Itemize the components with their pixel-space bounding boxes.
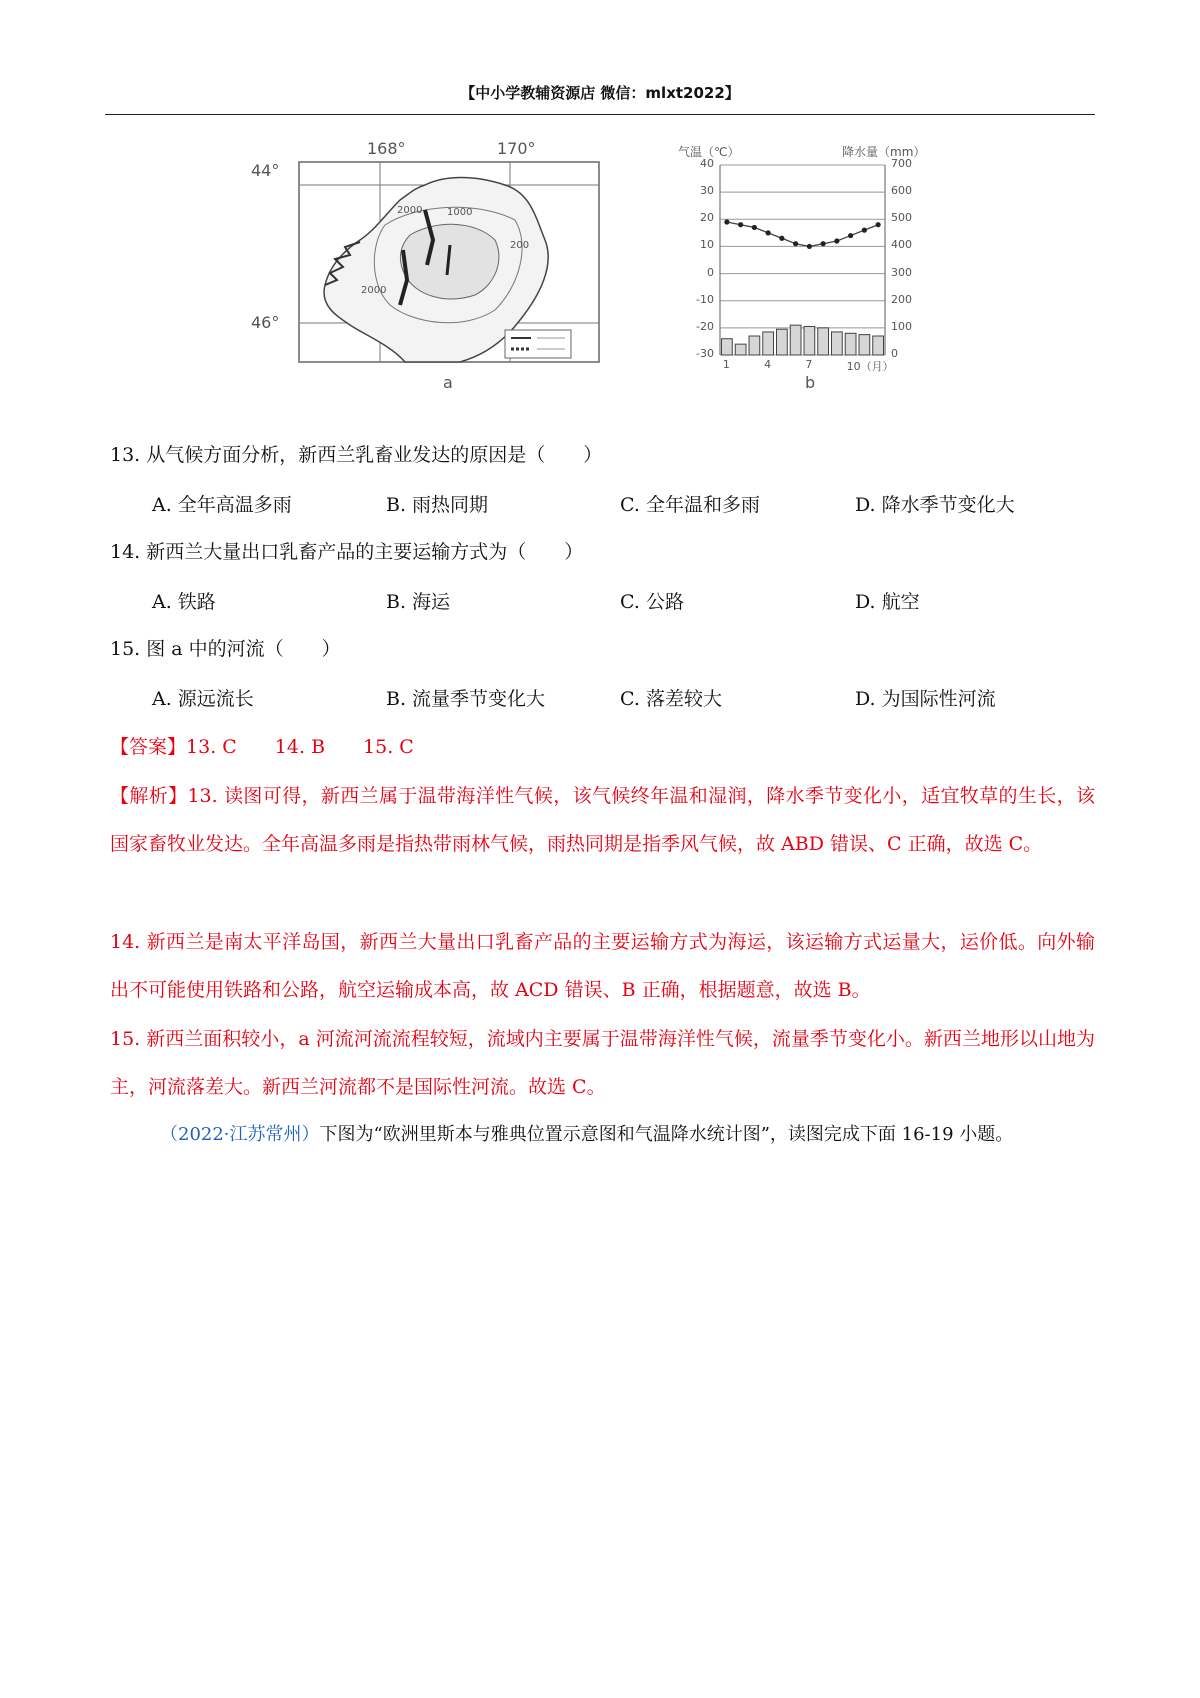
- x-tick-label: 4: [764, 358, 772, 371]
- right-tick-label: 0: [891, 347, 898, 360]
- question-13-option-d: D. 降水季节变化大: [855, 494, 1015, 516]
- contour-label: 200: [510, 240, 530, 251]
- question-13-option-c: C. 全年温和多雨: [620, 494, 760, 516]
- question-13-option-a: A. 全年高温多雨: [152, 494, 292, 516]
- left-tick-label: -10: [696, 292, 714, 306]
- analysis-14: 14. 新西兰是南太平洋岛国，新西兰大量出口乳畜产品的主要运输方式为海运，该运输方式运量大，运价低。向外输出不可能使用铁路和公路，航空运输成本高，故 ACD 错误、B 正确，根据题意，故选 B。: [110, 931, 1095, 1001]
- right-tick-label: 400: [891, 238, 912, 252]
- temperature-point: [848, 233, 853, 238]
- question-15-stem: 15. 图 a 中的河流（ ）: [110, 638, 341, 660]
- left-tick-label: 20: [700, 211, 714, 225]
- right-tick-label: 600: [891, 184, 912, 198]
- question-15-option-b: B. 流量季节变化大: [386, 688, 546, 710]
- temperature-point: [779, 236, 784, 241]
- right-tick-label: 500: [891, 211, 912, 225]
- temperature-point: [876, 222, 881, 227]
- precip-bar: [818, 328, 829, 355]
- left-tick-label: 10: [700, 238, 714, 252]
- intro-text: 下图为“欧洲里斯本与雅典位置示意图和气温降水统计图”，读图完成下面 16-19 小题。: [319, 1124, 1014, 1145]
- header-divider: [105, 114, 1095, 115]
- x-tick-label: 10（月）: [846, 360, 894, 373]
- temperature-point: [807, 244, 812, 249]
- temperature-point: [834, 238, 839, 243]
- answer-line: [110, 733, 414, 761]
- precip-bar: [777, 329, 788, 355]
- analysis-13: [110, 772, 1095, 868]
- figure-a-map: [251, 139, 635, 395]
- temperature-point: [862, 228, 867, 233]
- question-15-option-d: D. 为国际性河流: [855, 688, 996, 710]
- question-14-stem: 14. 新西兰大量出口乳畜产品的主要运输方式为（ ）: [110, 541, 584, 563]
- temperature-point: [821, 241, 826, 246]
- answer-text: 13. C 14. B 15. C: [186, 736, 414, 758]
- temperature-point: [766, 230, 771, 235]
- precip-bar: [722, 339, 733, 355]
- analysis-15: 15. 新西兰面积较小，a 河流河流流程较短，流域内主要属于温带海洋性气候，流量季节变化小。新西兰地形以山地为主，河流落差大。新西兰河流都不是国际性河流。故选 C。: [110, 1028, 1095, 1098]
- right-tick-label: 700: [891, 157, 912, 170]
- right-tick-label: 200: [891, 292, 912, 306]
- right-axis-title: 降水量（mm）: [842, 145, 926, 159]
- question-14-option-d: D. 航空: [855, 591, 920, 613]
- lat-label-44: 44°: [251, 161, 280, 180]
- figure-a-caption: a: [443, 373, 453, 392]
- temperature-point: [724, 219, 729, 224]
- question-15-option-c: C. 落差较大: [620, 688, 722, 710]
- left-axis-title: 气温（℃）: [678, 145, 740, 159]
- precip-bar: [790, 325, 801, 355]
- temperature-point: [738, 222, 743, 227]
- question-14-option-c: C. 公路: [620, 591, 684, 613]
- left-tick-label: 0: [707, 265, 714, 279]
- question-13-option-b: B. 雨热同期: [386, 494, 489, 516]
- contour-label: 2000: [361, 285, 387, 296]
- left-tick-label: -30: [696, 347, 714, 360]
- contour-label: 2000: [397, 205, 423, 216]
- answer-label: 【答案】: [110, 736, 187, 758]
- precip-bar: [749, 336, 760, 355]
- temperature-line: [727, 222, 878, 246]
- right-tick-label: 300: [891, 265, 912, 279]
- left-tick-label: -20: [696, 319, 714, 333]
- question-14-option-a: A. 铁路: [152, 591, 216, 613]
- right-tick-label: 100: [891, 319, 912, 333]
- temperature-point: [793, 241, 798, 246]
- lon-label-168: 168°: [367, 139, 406, 158]
- analysis-label: 【解析】: [110, 785, 188, 807]
- question-13-stem: 13. 从气候方面分析，新西兰乳畜业发达的原因是（ ）: [110, 444, 603, 466]
- precip-bar: [832, 332, 843, 355]
- left-tick-label: 30: [700, 184, 714, 198]
- left-tick-label: 40: [700, 157, 714, 170]
- precip-bar: [804, 327, 815, 356]
- next-question-intro: [110, 1111, 1095, 1159]
- precip-bar: [763, 332, 774, 355]
- page-header: 【中小学教辅资源店 微信：mlxt2022】: [460, 84, 740, 102]
- analysis-13-text: 13. 读图可得，新西兰属于温带海洋性气候，该气候终年温和湿润，降水季节变化小，适宜牧草的生长，该国家畜牧业发达。全年高温多雨是指热带雨林气候，雨热同期是指季风气候，故 ABD 错误、C 正确，故选 C。: [110, 785, 1095, 855]
- figure-b-climate-chart: [680, 145, 950, 395]
- precip-bar: [845, 333, 856, 355]
- lon-label-170: 170°: [497, 139, 536, 158]
- question-15-option-a: A. 源远流长: [152, 688, 254, 710]
- question-14-option-b: B. 海运: [386, 591, 451, 613]
- precip-bar: [735, 344, 746, 355]
- lat-label-46: 46°: [251, 313, 280, 332]
- precip-bar: [873, 336, 884, 355]
- precip-bar: [859, 335, 870, 355]
- x-tick-label: 7: [805, 358, 813, 371]
- x-tick-label: 1: [722, 358, 730, 371]
- temperature-point: [752, 225, 757, 230]
- figure-b-caption: b: [805, 373, 816, 392]
- contour-label: 1000: [447, 207, 473, 218]
- question-source: （2022·江苏常州）: [160, 1124, 320, 1145]
